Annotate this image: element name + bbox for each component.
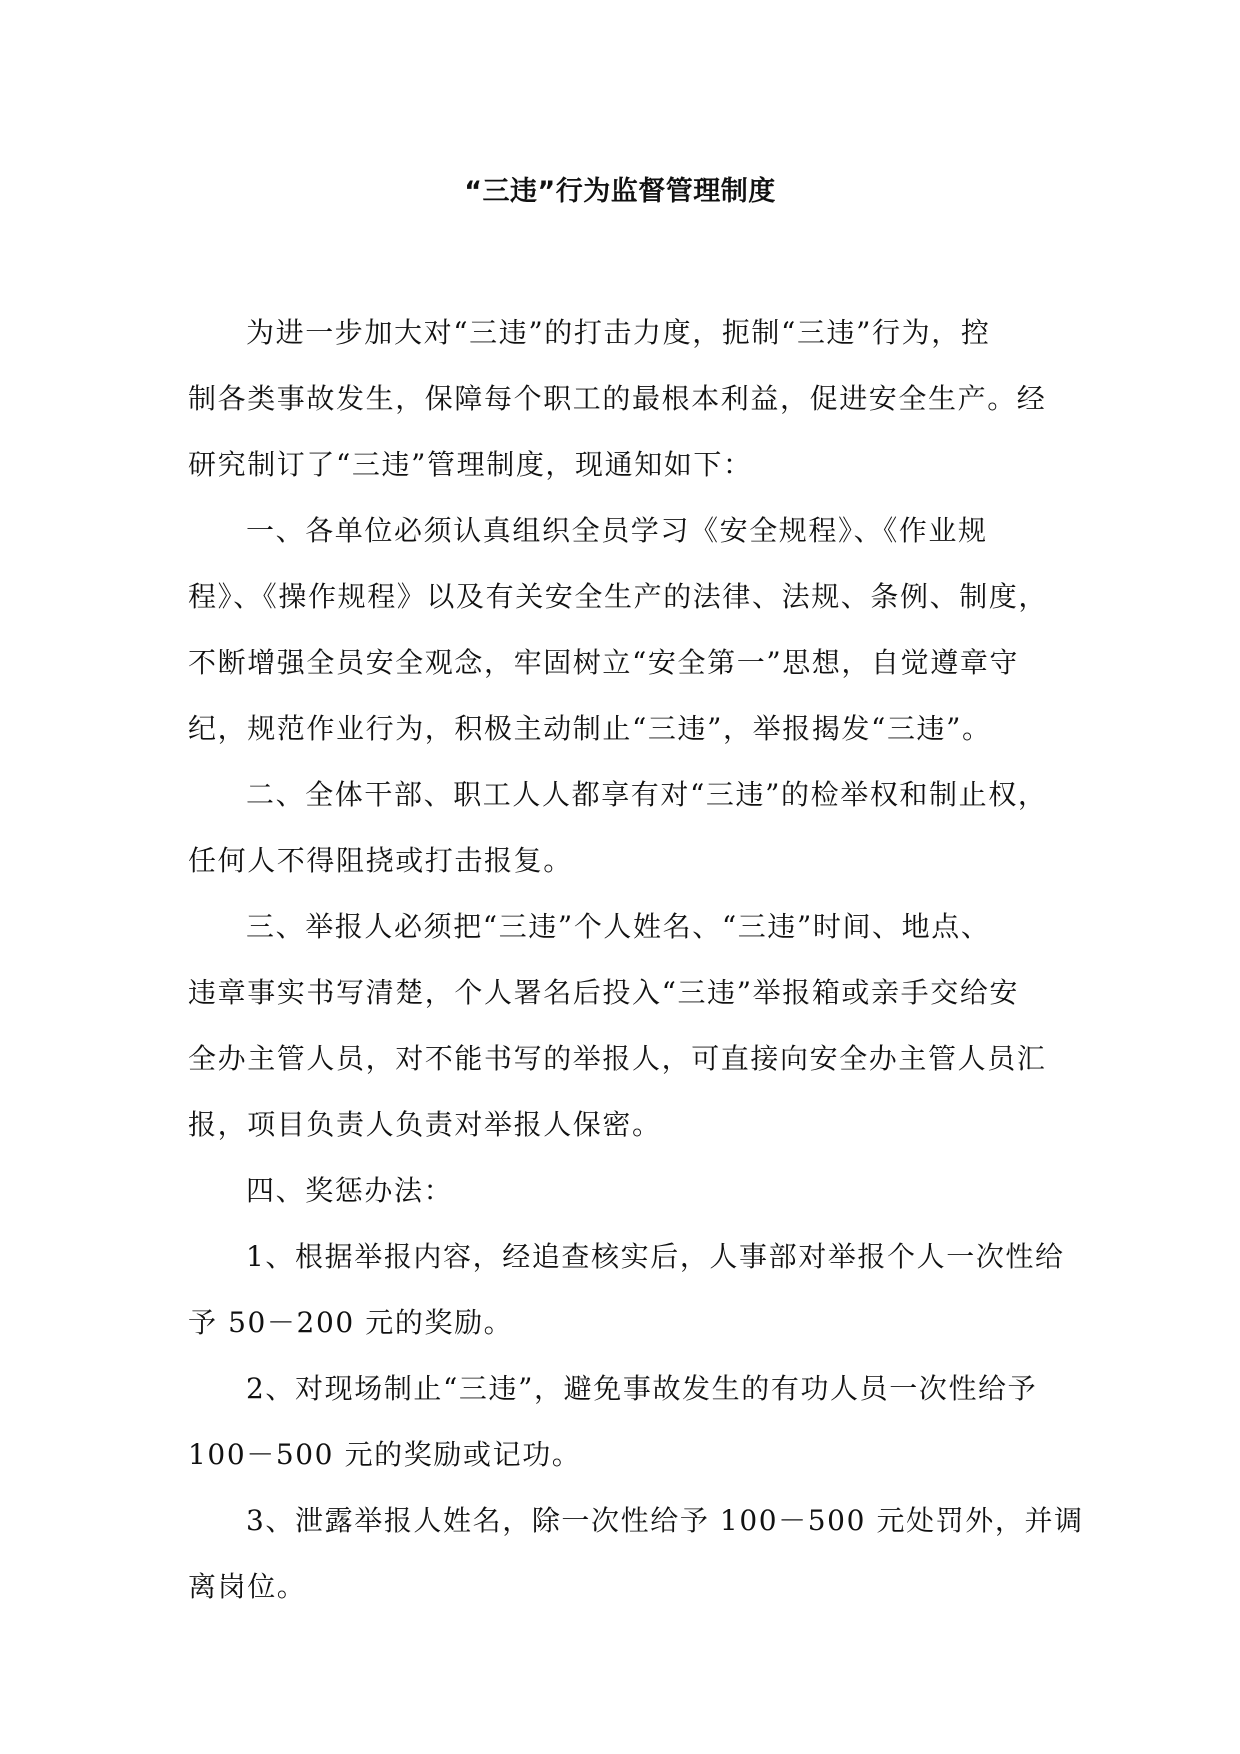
paragraph-1-line-1: 一、各单位必须认真组织全员学习《安全规程》、《作业规 [246, 514, 988, 547]
document-title: “三违”行为监督管理制度 [464, 176, 776, 207]
paragraph-2-line-2: 任何人不得阻挠或打击报复。 [188, 844, 573, 877]
paragraph-1-line-4: 纪，规范作业行为，积极主动制止“三违”，举报揭发“三违”。 [188, 712, 992, 745]
reward-item-1-line-2: 予 50－200 元的奖励。 [188, 1306, 514, 1339]
reward-item-2-line-2: 100－500 元的奖励或记功。 [188, 1438, 582, 1471]
penalty-item-3-line-1: 3、泄露举报人姓名，除一次性给予 100－500 元处罚外，并调 [246, 1504, 1084, 1537]
paragraph-1-line-3: 不断增强全员安全观念，牢固树立“安全第一”思想，自觉遵章守 [188, 646, 1020, 679]
document-body [188, 300, 1084, 1620]
paragraph-2-line-1: 二、全体干部、职工人人都享有对“三违”的检举权和制止权， [246, 778, 1048, 811]
paragraph-intro-line-1: 为进一步加大对“三违”的打击力度，扼制“三违”行为，控 [246, 316, 991, 349]
reward-item-2-line-1: 2、对现场制止“三违”，避免事故发生的有功人员一次性给予 [246, 1372, 1038, 1405]
penalty-item-3-line-2: 离岗位。 [188, 1570, 307, 1603]
paragraph-3-line-3: 全办主管人员，对不能书写的举报人，可直接向安全办主管人员汇 [188, 1042, 1047, 1075]
paragraph-1-line-2: 程》、《操作规程》以及有关安全生产的法律、法规、条例、制度， [188, 580, 1049, 613]
paragraph-intro-line-3: 研究制订了“三违”管理制度，现通知如下： [188, 448, 753, 481]
paragraph-intro-line-2: 制各类事故发生，保障每个职工的最根本利益，促进安全生产。经 [188, 382, 1047, 415]
paragraph-4-heading: 四、奖惩办法： [246, 1174, 454, 1207]
paragraph-3-line-1: 三、举报人必须把“三违”个人姓名、“三违”时间、地点、 [246, 910, 991, 943]
paragraph-3-line-4: 报，项目负责人负责对举报人保密。 [188, 1108, 662, 1141]
paragraph-3-line-2: 违章事实书写清楚，个人署名后投入“三违”举报箱或亲手交给安 [188, 976, 1020, 1009]
reward-item-1-line-1: 1、根据举报内容，经追查核实后，人事部对举报个人一次性给 [246, 1240, 1065, 1273]
